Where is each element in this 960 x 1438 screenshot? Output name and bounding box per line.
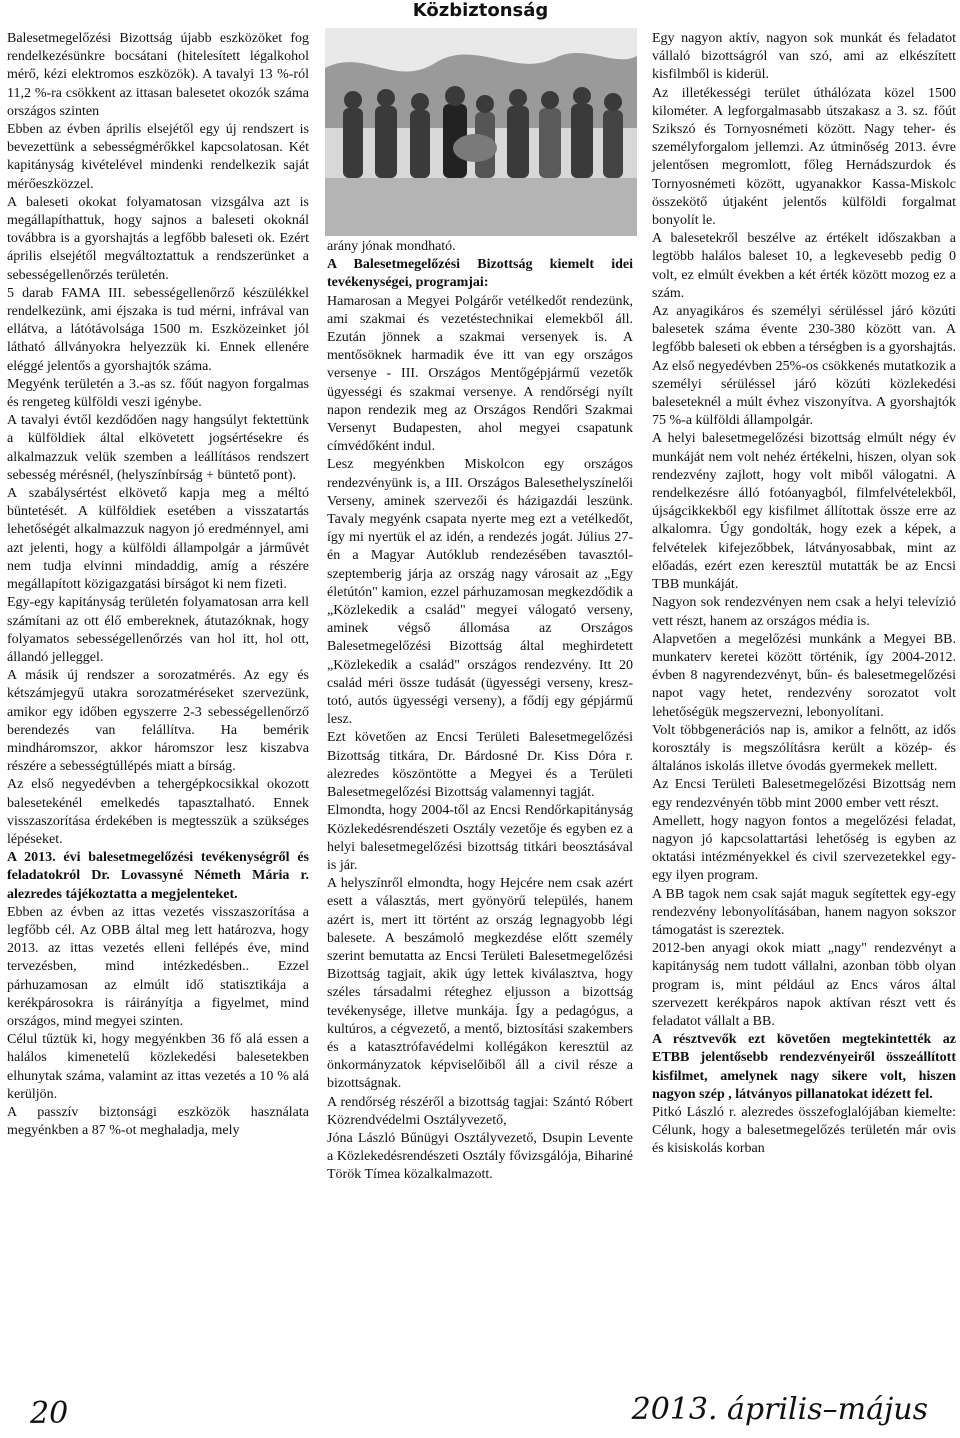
paragraph: Ebben az évben április elsejétől egy új rendszert is bevezettünk a sebességmérőkkel kapcsolatosan. Két kapitányság kivételével mindenki rendelkezik saját mérőeszközzel. [7,122,309,192]
middle-column [327,238,633,1185]
paragraph: A rendőrség részéről a bizottság tagjai: Szántó Róbert Közrendvédelmi Osztályvezető, [327,1094,633,1128]
paragraph: Elmondta, hogy 2004-től az Encsi Rendőrkapitányság Közlekedésrendészeti Osztály vezetője és egyben ez a helyi balesetmegelőzési bizottság titkári beosztásával is jár. [327,803,633,873]
paragraph: Alapvetően a megelőzési munkánk a Megyei BB. munkaterv keretei között történik, így 2004-2012. évben 8 nagyrendezvényt, bűn- és balesetmegelőzési napot vagy hetet, rendezvény sorozatot volt lehetőségük megszervezni, lebonyolítani. [652,631,956,720]
paragraph: Az első negyedévben a tehergépkocsikkal okozott balesetekénél emelkedés tapasztalható. Ennek visszaszorítása érdekében is megtesszük a szükséges lépéseket. [7,777,309,847]
paragraph: Az Encsi Területi Balesetmegelőzési Bizottság nem egy rendezvényén több mint 2000 ember vett részt. [652,777,956,811]
right-column [652,30,956,1159]
paragraph: 2012-ben anyagi okok miatt „nagy" rendezvényt a kapitányság nem tudott vállalni, azonban több olyan program is, mint például az Encs város által szervezett kerékpáros napok aktívan részt vett és feladatot vállalt a BB. [652,941,956,1029]
paragraph: Egy nagyon aktív, nagyon sok munkát és feladatot vállaló bizottságról van szó, ami az elkészített kisfilmből is kiderül. [652,31,956,83]
paragraph: Volt többgenerációs nap is, amikor a felnőtt, az idős korosztály is megszólításra került a közép- és általános iskolás illetve óvodás gyermekek mellett. [652,722,956,775]
paragraph: A baleseti okokat folyamatosan vizsgálva azt is megállapíthattuk, hogy sajnos a baleseti okoknál továbbra is a gyorshajtás a legfőbb baleseti ok. Ezért április elsejétől megváltoztattuk a rendszerünket a sebességellenőrzés területén. [7,194,309,283]
page-number: 20 [30,1396,69,1431]
section-header: Közbiztonság [412,0,549,21]
paragraph: Az anyagikáros és személyi sérüléssel járó közúti balesetek száma évente 230-380 között van. A legfőbb baleseti ok ebben a térségben is a gyorshajtás. Az első negyedévben 25%-os csökkenés mutatkozik a személyi sérüléssel járó közúti közlekedési baleseteknél a múlt évhez viszonyítva. A gyorshajtók 75 %-a külföldi állampolgár. [652,304,956,429]
paragraph: Megyénk területén a 3.-as sz. főút nagyon forgalmas és rengeteg külföldi veszi igénybe. [7,376,309,411]
bold-paragraph: A Balesetmegelőzési Bizottság kiemelt idei tevékenységei, programjai: [327,257,633,291]
issue-date: 2013. április–május [631,1392,928,1427]
paragraph: Pitkó László r. alezredes összefoglalójában kiemelte: Célunk, hogy a balesetmegelőzés területén már ovis és kisiskolás korban [652,1104,956,1157]
paragraph: Balesetmegelőzési Bizottság újabb eszközöket fog rendelkezésünkre bocsátani (hitelesített légalkohol mérő, kézi elektromos eszközök). A tavalyi 13 %-ról 11,2 %-ra csökkent az ittasan balesetet okozók száma országos szinten [7,31,309,119]
paragraph: A tavalyi évtől kezdődően nagy hangsúlyt fektettünk a külföldiek által elkövetett jogsértésekre és alkalmazzuk velük szemben a leállításos rendszert sebesség mérésnél, (helyszínbírság + büntető pont). [7,413,309,483]
paragraph: Egy-egy kapitányság területén folyamatosan arra kell számítani az ott élő embereknek, átutazóknak, hogy folyamatos sebességellenőrzés van hol itt, hol ott, állandó jelleggel. [7,595,309,665]
paragraph: A passzív biztonsági eszközök használata megyénkben a 87 %-ot meghaladja, mely [7,1104,309,1139]
paragraph: Amellett, hogy nagyon fontos a megelőzési feladat, nagyon jó kapcsolattartási lehetőség is egyben az oktatási intézményekkel és civil szervezetekkel egy-egy ilyen program. [652,813,956,884]
paragraph: A másik új rendszer a sorozatmérés. Az egy és kétszámjegyű utakra sorozatméréseket szervezünk, amikor egy időben egyszerre 2-3 sebességellenőrző berendezés van felállítva. Ha bemérik mindháromszor, akkor háromszor lesz kiszabva részére a sebességtúllépés miatt a bírság. [7,668,309,775]
paragraph: A balesetekről beszélve az értékelt időszakban a legtöbb halálos baleset 10, a legkevesebb pedig 0 volt, ez elmúlt években a két érték között mozog ez a szám. [652,231,956,301]
group-photo [325,28,637,236]
paragraph: arány jónak mondható. [327,239,456,254]
group-photo-illustration [325,28,637,236]
paragraph: A szabálysértést elkövető kapja meg a méltó büntetését. A külföldiek esetében a visszatartás lehetőségét alkalmazzuk nagyon jó eredménnyel, ami azt jelenti, hogy a külföldi állampolgár a járművét nem tudja elvinni mindaddig, amíg a részére megállapított közigazgatási bírságot ki nem fizeti. [7,486,309,593]
bold-paragraph: A 2013. évi balesetmegelőzési tevékenységről és feladatokról Dr. Lovassyné Németh Mária r. alezredes tájékoztatta a megjelenteket. [7,850,309,902]
bold-paragraph: A résztvevők ezt követően megtekintették az ETBB jelentősebb rendezvényeiről összeállított kisfilmet, amelynek nagy sikere volt, hiszen nagyon szép , látványos pillanatokat idézett fel. [652,1032,956,1102]
paragraph: Lesz megyénkben Miskolcon egy országos rendezvényünk is, a III. Országos Balesethelyszínelői Verseny, aminek szervezői és házigazdái leszünk. Tavaly megyénk csapata nyerte meg ezt a vetélkedőt, így mi nyertük el az idén, a rendezés jogát. Július 27-én a Magyar Autóklub rendezésében tavasztól-szeptemberig járja az ország nagy városait az „Egy életútón" kamion, ezzel párhuzamosan megkezdődik a „Közlekedik a család" megyei válogató verseny, aminek végső állomása az Országos Balesetmegelőzési Bizottság által meghirdetett „Közlekedik a család" országos rendezvény. Itt 20 család méri össze tudását (ügyességi verseny, kresz-totó, autós ügyességi verseny), a fődíj egy gépjármű lesz. [327,457,633,728]
paragraph: Nagyon sok rendezvényen nem csak a helyi televízió vett részt, hanem az országos média is. [652,595,956,629]
paragraph: A helyszínről elmondta, hogy Hejcére nem csak azért esett a választás, mert gyönyörű település, hanem azért is, mert itt történt az ország legnagyobb légi balesete. A beszámoló megkezdése előtt személy szerint bemutatta az Encsi Területi Balesetmegelőzési Bizottság tagjait, akik úgy lettek kiválasztva, hogy széles társadalmi réteghez eljusson a bizottság tevékenysége, illetve munkája. Így a pedagógus, a kultúros, a cégvezető, a mentő, biztosítási szakembers és a katasztrófavédelmi kollégákon keresztül az önkormányzatok képviselőiből áll a civil része a bizottságnak. [327,876,633,1092]
paragraph: Ezt követően az Encsi Területi Balesetmegelőzési Bizottság titkára, Dr. Bárdosné Dr. Kiss Dóra r. alezredes köszöntötte a Megyei és a Területi Balesetmegelőzési Bizottság valamennyi tagját. [327,730,633,801]
paragraph: A BB tagok nem csak saját maguk segítettek egy-egy rendezvény lebonyolításában, hanem nagyon sokszor támogatást is szereztek. [652,886,956,938]
paragraph: Célul tűztük ki, hogy megyénkben 36 fő alá essen a halálos kimenetelű közlekedési balesetekben elhunytak száma, valamint az ittas vezetés a 10 % alá kerüljön. [7,1032,309,1102]
paragraph: Ebben az évben az ittas vezetés visszaszorítása a legfőbb cél. Az OBB által meg lett határozva, hogy 2013. az ittas vezetés elleni fellépés éve, mind tervezésben, mind intézkedésben.. Ezzel párhuzamosan az elmúlt idő statisztikája a kerékpárosokra is ráirányítja a figyelmet, mind országos, mind megyei szinten. [7,904,309,1029]
paragraph: Jóna László Bűnügyi Osztályvezető, Dsupin Levente a Közlekedésrendészeti Osztály fővizsgálója, Bihariné Török Tímea közalkalmazott. [327,1130,633,1183]
left-column [7,30,309,1140]
paragraph: A helyi balesetmegelőzési bizottság elmúlt négy év munkáját nem volt nehéz értékelni, hiszen, olyan sok rendezvény zajlott, hogy volt miből válogatni. A rendelkezésre álló fotóanyagból, filmfelvételekből, újságcikkekből egy kisfilmet állítottak össze erre az alkalomra. Úgy gondolták, hogy ezek a képek, a felvételek kifejezőbbek, látványosabbak, mint az előadás, ezért ezen keresztül mutatták be az Encsi TBB munkáját. [652,431,956,593]
paragraph: Hamarosan a Megyei Polgárőr vetélkedőt rendezünk, ami szakmai és vezetéstechnikai elemekből áll. Ezután jönnek a szakmai versenyek is. A mentősöknek harmadik éve itt van egy országos versenye - III. Országos Mentőgépjármű vezetők ügyességi és szakmai versenye. A rendőrségi nyílt napon rendezik meg az Országos Rendőri Szakmai Versenyt Budapesten, ahol megyei csapatunk címvédőként indul. [327,293,633,455]
paragraph: Az illetékességi terület úthálózata közel 1500 kilométer. A legforgalmasabb útszakasz a 3. sz. főút Szikszó és Tornyosnémeti között. Nagy teher- és személyforgalom jellemzi. Az útminőség 2013. évre jelentősen megromlott, főleg Hernádszurdok és Tornyosnémeti között, ugyanakkor Kassa-Miskolc összekötő útjaként jelentős külföldi forgalmat bonyolít le. [652,85,956,229]
paragraph: 5 darab FAMA III. sebességellenőrző készülékkel rendelkezünk, ami éjszaka is tud mérni, infrával van ellátva, a látótávolsága 1500 m. Eszközeinket jól látható állványokra helyezzük ki. Ennek ellenére eléggé jelentős a gyorshajtók száma. [7,285,309,374]
